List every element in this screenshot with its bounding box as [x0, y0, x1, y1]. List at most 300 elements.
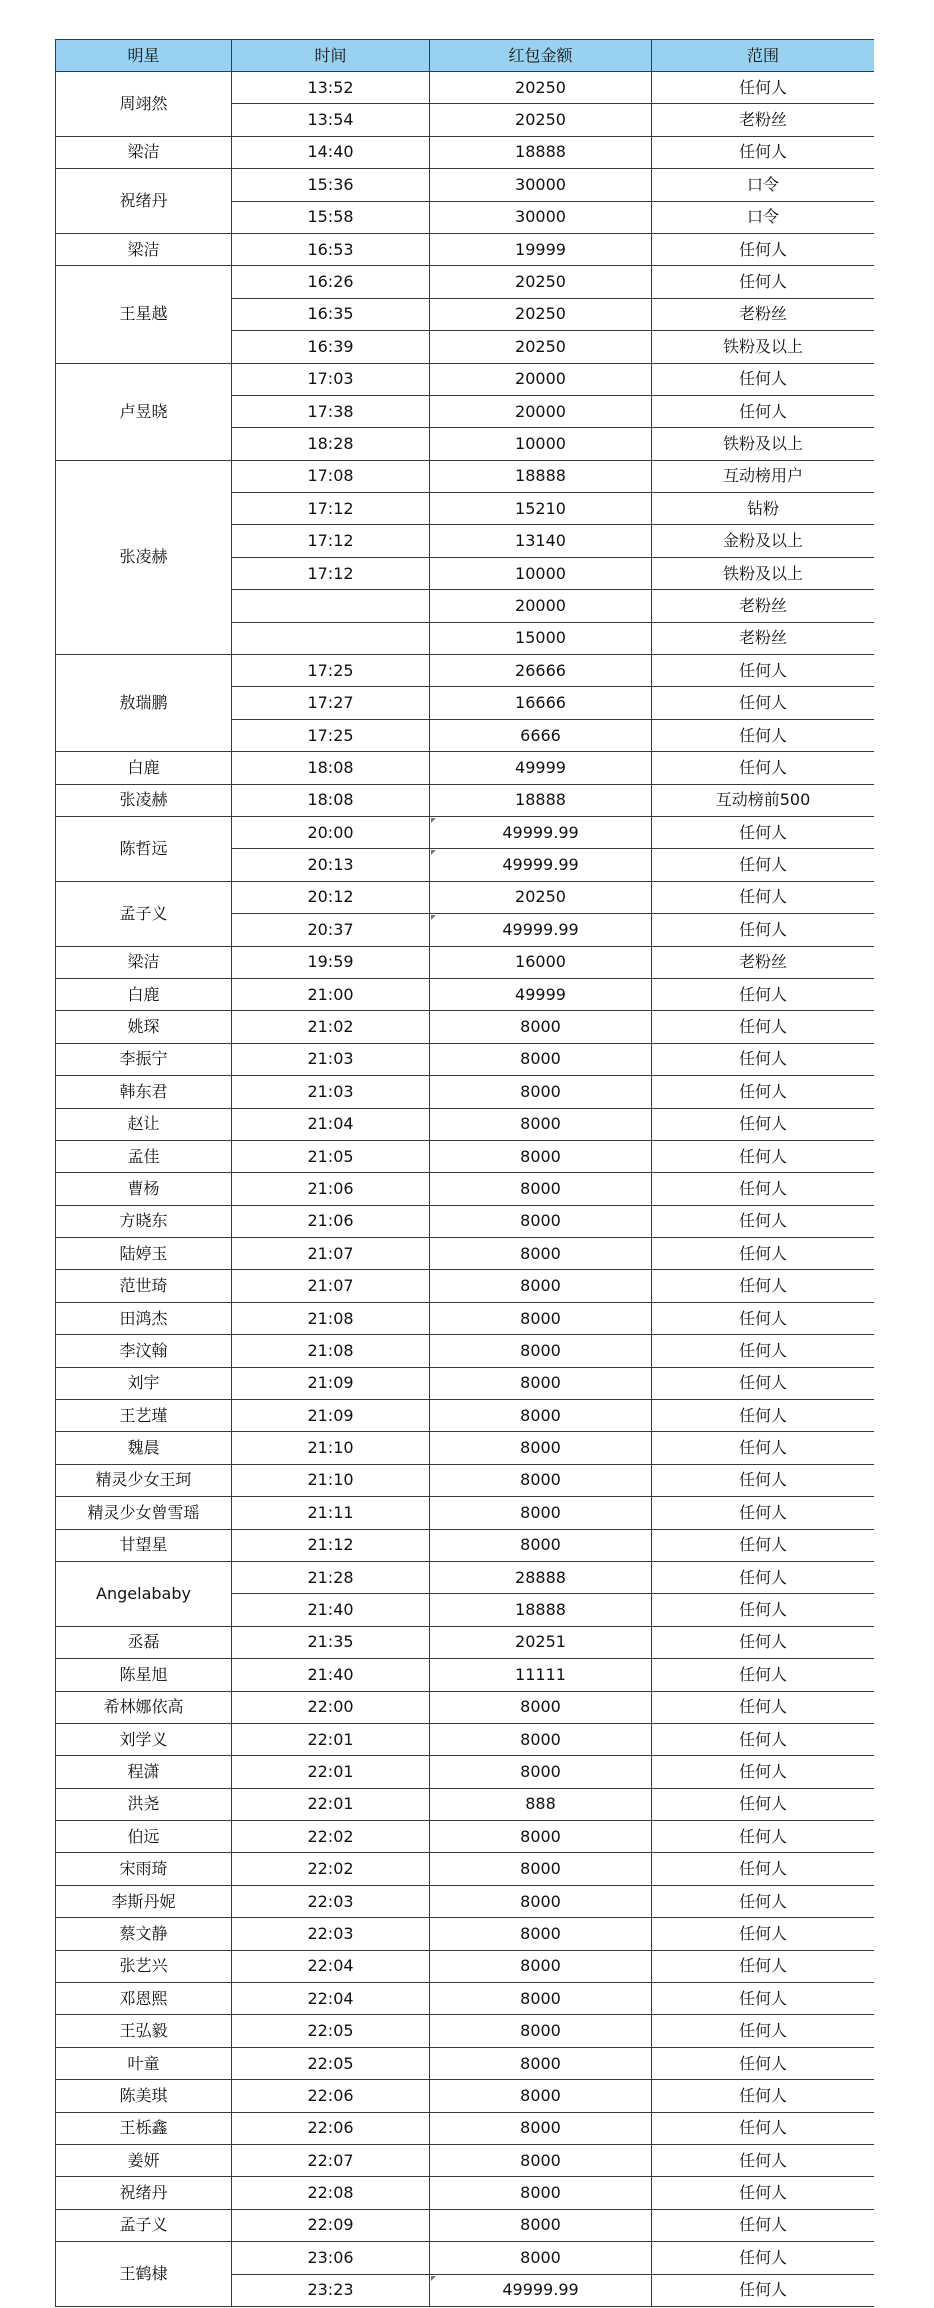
scope-cell[interactable]: 任何人	[652, 1108, 875, 1140]
time-cell[interactable]: 21:28	[232, 1561, 430, 1593]
time-cell[interactable]: 22:00	[232, 1691, 430, 1723]
time-cell[interactable]: 21:02	[232, 1011, 430, 1043]
star-cell[interactable]: 白鹿	[56, 752, 232, 784]
star-cell[interactable]: 孟子义	[56, 2209, 232, 2241]
scope-cell[interactable]: 任何人	[652, 1367, 875, 1399]
time-cell[interactable]: 14:40	[232, 136, 430, 168]
star-cell[interactable]: 敖瑞鹏	[56, 655, 232, 752]
time-cell[interactable]: 22:03	[232, 1885, 430, 1917]
star-cell[interactable]: 陈美琪	[56, 2080, 232, 2112]
amount-cell[interactable]: 20250	[430, 881, 652, 913]
star-cell[interactable]: 孟佳	[56, 1140, 232, 1172]
amount-cell[interactable]: 8000	[430, 1464, 652, 1496]
time-cell[interactable]: 22:06	[232, 2080, 430, 2112]
star-cell[interactable]: 赵让	[56, 1108, 232, 1140]
table-row	[56, 1885, 875, 1917]
time-cell[interactable]: 18:28	[232, 428, 430, 460]
scope-cell[interactable]: 任何人	[652, 1205, 875, 1237]
scope-cell[interactable]: 任何人	[652, 914, 875, 946]
scope-cell[interactable]: 任何人	[652, 72, 875, 104]
star-cell[interactable]: 曹杨	[56, 1173, 232, 1205]
table-row	[56, 1076, 875, 1108]
amount-cell[interactable]: 18888	[430, 136, 652, 168]
scope-cell[interactable]: 任何人	[652, 1302, 875, 1334]
time-cell[interactable]: 23:06	[232, 2242, 430, 2274]
amount-cell[interactable]: 49999.99	[430, 914, 652, 946]
scope-cell[interactable]: 任何人	[652, 1400, 875, 1432]
star-cell[interactable]: 邓恩熙	[56, 1983, 232, 2015]
scope-cell[interactable]: 任何人	[652, 1011, 875, 1043]
scope-cell[interactable]: 任何人	[652, 1464, 875, 1496]
amount-cell[interactable]: 8000	[430, 1529, 652, 1561]
amount-cell[interactable]: 8000	[430, 1173, 652, 1205]
table-row	[56, 1464, 875, 1496]
amount-cell[interactable]: 8000	[430, 1108, 652, 1140]
star-cell[interactable]: Angelababy	[56, 1561, 232, 1626]
time-cell[interactable]: 22:02	[232, 1821, 430, 1853]
time-cell[interactable]: 16:39	[232, 331, 430, 363]
amount-cell[interactable]: 8000	[430, 1691, 652, 1723]
scope-cell[interactable]: 任何人	[652, 1950, 875, 1982]
scope-cell[interactable]: 铁粉及以上	[652, 557, 875, 589]
scope-cell[interactable]: 任何人	[652, 1270, 875, 1302]
header-star[interactable]: 明星	[56, 40, 232, 72]
table-row	[56, 1788, 875, 1820]
time-cell[interactable]	[232, 622, 430, 654]
star-cell[interactable]: 陆婷玉	[56, 1238, 232, 1270]
amount-cell[interactable]: 20000	[430, 395, 652, 427]
scope-cell[interactable]: 任何人	[652, 978, 875, 1010]
star-cell[interactable]: 梁洁	[56, 946, 232, 978]
scope-cell[interactable]: 老粉丝	[652, 946, 875, 978]
scope-cell[interactable]: 任何人	[652, 1885, 875, 1917]
star-cell[interactable]: 洪尧	[56, 1788, 232, 1820]
amount-cell[interactable]: 18888	[430, 1594, 652, 1626]
star-cell[interactable]: 王鹤棣	[56, 2242, 232, 2307]
time-cell[interactable]: 17:38	[232, 395, 430, 427]
time-cell[interactable]: 21:40	[232, 1659, 430, 1691]
time-cell[interactable]: 20:12	[232, 881, 430, 913]
star-cell[interactable]: 伯远	[56, 1821, 232, 1853]
time-cell[interactable]: 22:09	[232, 2209, 430, 2241]
table-row	[56, 1140, 875, 1172]
amount-cell[interactable]: 49999.99	[430, 816, 652, 848]
amount-cell[interactable]: 20250	[430, 331, 652, 363]
star-cell[interactable]: 李汶翰	[56, 1335, 232, 1367]
star-cell[interactable]: 祝绪丹	[56, 169, 232, 234]
amount-cell[interactable]: 8000	[430, 1011, 652, 1043]
star-cell[interactable]: 姜妍	[56, 2145, 232, 2177]
star-cell[interactable]: 精灵少女王珂	[56, 1464, 232, 1496]
time-cell[interactable]: 22:01	[232, 1723, 430, 1755]
amount-cell[interactable]: 8000	[430, 1950, 652, 1982]
scope-cell[interactable]: 任何人	[652, 1140, 875, 1172]
amount-cell[interactable]: 8000	[430, 1335, 652, 1367]
amount-cell[interactable]: 20250	[430, 72, 652, 104]
time-cell[interactable]: 21:07	[232, 1270, 430, 1302]
scope-cell[interactable]: 任何人	[652, 1723, 875, 1755]
time-cell[interactable]: 18:08	[232, 752, 430, 784]
scope-cell[interactable]: 任何人	[652, 1076, 875, 1108]
time-cell[interactable]: 22:04	[232, 1983, 430, 2015]
star-cell[interactable]: 程潇	[56, 1756, 232, 1788]
time-cell[interactable]: 22:03	[232, 1918, 430, 1950]
table-row	[56, 1691, 875, 1723]
amount-cell[interactable]: 18888	[430, 460, 652, 492]
scope-cell[interactable]: 任何人	[652, 687, 875, 719]
table-row	[56, 2177, 875, 2209]
amount-cell[interactable]: 8000	[430, 1497, 652, 1529]
time-cell[interactable]: 21:40	[232, 1594, 430, 1626]
scope-cell[interactable]: 任何人	[652, 2242, 875, 2274]
star-cell[interactable]: 李振宁	[56, 1043, 232, 1075]
time-cell[interactable]: 22:05	[232, 2047, 430, 2079]
star-cell[interactable]: 王星越	[56, 266, 232, 363]
amount-cell[interactable]: 20251	[430, 1626, 652, 1658]
amount-cell[interactable]: 8000	[430, 2015, 652, 2047]
table-row	[56, 1626, 875, 1658]
scope-cell[interactable]: 任何人	[652, 1043, 875, 1075]
scope-cell[interactable]: 任何人	[652, 1335, 875, 1367]
time-cell[interactable]: 21:09	[232, 1367, 430, 1399]
time-cell[interactable]: 22:06	[232, 2112, 430, 2144]
table-row	[56, 1238, 875, 1270]
time-cell[interactable]: 20:37	[232, 914, 430, 946]
star-cell[interactable]: 姚琛	[56, 1011, 232, 1043]
amount-cell[interactable]: 8000	[430, 1821, 652, 1853]
amount-cell[interactable]: 8000	[430, 2145, 652, 2177]
scope-cell[interactable]: 任何人	[652, 1529, 875, 1561]
time-cell[interactable]: 21:03	[232, 1076, 430, 1108]
amount-cell[interactable]: 49999.99	[430, 2274, 652, 2306]
scope-cell[interactable]: 任何人	[652, 1918, 875, 1950]
amount-cell[interactable]: 8000	[430, 2242, 652, 2274]
amount-cell[interactable]: 8000	[430, 1367, 652, 1399]
scope-cell[interactable]: 任何人	[652, 266, 875, 298]
amount-cell[interactable]: 30000	[430, 169, 652, 201]
time-cell[interactable]: 16:26	[232, 266, 430, 298]
time-cell[interactable]: 21:06	[232, 1173, 430, 1205]
time-cell[interactable]: 21:08	[232, 1302, 430, 1334]
scope-cell[interactable]: 铁粉及以上	[652, 331, 875, 363]
amount-cell[interactable]: 19999	[430, 233, 652, 265]
time-cell[interactable]: 21:11	[232, 1497, 430, 1529]
scope-cell[interactable]: 任何人	[652, 2274, 875, 2306]
star-cell[interactable]: 白鹿	[56, 978, 232, 1010]
scope-cell[interactable]: 任何人	[652, 881, 875, 913]
table-row	[56, 881, 875, 913]
scope-cell[interactable]: 任何人	[652, 1853, 875, 1885]
time-cell[interactable]: 22:07	[232, 2145, 430, 2177]
star-cell[interactable]: 王栎鑫	[56, 2112, 232, 2144]
table-row	[56, 1043, 875, 1075]
amount-cell[interactable]: 49999.99	[430, 849, 652, 881]
amount-cell[interactable]: 8000	[430, 1885, 652, 1917]
time-cell[interactable]: 21:05	[232, 1140, 430, 1172]
scope-cell[interactable]: 任何人	[652, 1561, 875, 1593]
star-cell[interactable]: 蔡文静	[56, 1918, 232, 1950]
amount-cell[interactable]: 8000	[430, 1205, 652, 1237]
table-row	[56, 1756, 875, 1788]
scope-cell[interactable]: 任何人	[652, 849, 875, 881]
star-cell[interactable]: 丞磊	[56, 1626, 232, 1658]
scope-cell[interactable]: 任何人	[652, 1821, 875, 1853]
scope-cell[interactable]: 老粉丝	[652, 622, 875, 654]
amount-cell[interactable]: 20250	[430, 266, 652, 298]
amount-cell[interactable]: 20250	[430, 104, 652, 136]
table-row	[56, 266, 875, 298]
time-cell[interactable]: 17:12	[232, 557, 430, 589]
table-row	[56, 1723, 875, 1755]
table-row	[56, 978, 875, 1010]
time-cell[interactable]: 21:12	[232, 1529, 430, 1561]
time-cell[interactable]: 22:01	[232, 1788, 430, 1820]
amount-cell[interactable]: 16666	[430, 687, 652, 719]
amount-cell[interactable]: 8000	[430, 2209, 652, 2241]
time-cell[interactable]: 17:12	[232, 525, 430, 557]
scope-cell[interactable]: 任何人	[652, 1432, 875, 1464]
header-scope[interactable]: 范围	[652, 40, 875, 72]
scope-cell[interactable]: 金粉及以上	[652, 525, 875, 557]
star-cell[interactable]: 张凌赫	[56, 784, 232, 816]
star-cell[interactable]: 范世琦	[56, 1270, 232, 1302]
scope-cell[interactable]: 钻粉	[652, 493, 875, 525]
star-cell[interactable]: 叶童	[56, 2047, 232, 2079]
star-cell[interactable]: 王艺瑾	[56, 1400, 232, 1432]
table-row	[56, 233, 875, 265]
scope-cell[interactable]: 任何人	[652, 1983, 875, 2015]
scope-cell[interactable]: 任何人	[652, 1497, 875, 1529]
table-row	[56, 2145, 875, 2177]
time-cell[interactable]: 21:09	[232, 1400, 430, 1432]
scope-cell[interactable]: 任何人	[652, 2145, 875, 2177]
time-cell[interactable]: 22:08	[232, 2177, 430, 2209]
amount-cell[interactable]: 8000	[430, 2177, 652, 2209]
scope-cell[interactable]: 任何人	[652, 1788, 875, 1820]
amount-cell[interactable]: 8000	[430, 1918, 652, 1950]
scope-cell[interactable]: 任何人	[652, 1659, 875, 1691]
time-cell[interactable]: 17:08	[232, 460, 430, 492]
time-cell[interactable]: 17:03	[232, 363, 430, 395]
time-cell[interactable]: 21:07	[232, 1238, 430, 1270]
star-cell[interactable]: 韩东君	[56, 1076, 232, 1108]
table-row	[56, 363, 875, 395]
header-amount[interactable]: 红包金额	[430, 40, 652, 72]
amount-cell[interactable]: 10000	[430, 428, 652, 460]
time-cell[interactable]: 21:08	[232, 1335, 430, 1367]
star-cell[interactable]: 陈星旭	[56, 1659, 232, 1691]
scope-cell[interactable]: 任何人	[652, 1756, 875, 1788]
amount-cell[interactable]: 8000	[430, 1723, 652, 1755]
amount-cell[interactable]: 888	[430, 1788, 652, 1820]
amount-cell[interactable]: 8000	[430, 1756, 652, 1788]
star-cell[interactable]: 刘宇	[56, 1367, 232, 1399]
header-time[interactable]: 时间	[232, 40, 430, 72]
star-cell[interactable]: 王弘毅	[56, 2015, 232, 2047]
time-cell[interactable]	[232, 590, 430, 622]
table-row	[56, 1853, 875, 1885]
scope-cell[interactable]: 任何人	[652, 363, 875, 395]
table-row	[56, 1400, 875, 1432]
table-row	[56, 1432, 875, 1464]
time-cell[interactable]: 13:54	[232, 104, 430, 136]
amount-cell[interactable]: 8000	[430, 1140, 652, 1172]
star-cell[interactable]: 周翊然	[56, 72, 232, 137]
table-row	[56, 655, 875, 687]
amount-cell[interactable]: 8000	[430, 1853, 652, 1885]
time-cell[interactable]: 22:01	[232, 1756, 430, 1788]
time-cell[interactable]: 23:23	[232, 2274, 430, 2306]
scope-cell[interactable]: 任何人	[652, 136, 875, 168]
time-cell[interactable]: 20:00	[232, 816, 430, 848]
scope-cell[interactable]: 互动榜前500	[652, 784, 875, 816]
scope-cell[interactable]: 任何人	[652, 655, 875, 687]
time-cell[interactable]: 22:02	[232, 1853, 430, 1885]
star-cell[interactable]: 李斯丹妮	[56, 1885, 232, 1917]
star-cell[interactable]: 张艺兴	[56, 1950, 232, 1982]
time-cell[interactable]: 21:06	[232, 1205, 430, 1237]
amount-cell[interactable]: 8000	[430, 1043, 652, 1075]
time-cell[interactable]: 15:36	[232, 169, 430, 201]
amount-cell[interactable]: 20000	[430, 363, 652, 395]
star-cell[interactable]: 希林娜依高	[56, 1691, 232, 1723]
star-cell[interactable]: 梁洁	[56, 233, 232, 265]
time-cell[interactable]: 19:59	[232, 946, 430, 978]
table-row	[56, 1950, 875, 1982]
star-cell[interactable]: 田鸿杰	[56, 1302, 232, 1334]
star-cell[interactable]: 祝绪丹	[56, 2177, 232, 2209]
time-cell[interactable]: 21:35	[232, 1626, 430, 1658]
time-cell[interactable]: 15:58	[232, 201, 430, 233]
scope-cell[interactable]: 铁粉及以上	[652, 428, 875, 460]
scope-cell[interactable]: 任何人	[652, 2112, 875, 2144]
amount-cell[interactable]: 6666	[430, 719, 652, 751]
amount-cell[interactable]: 10000	[430, 557, 652, 589]
table-row	[56, 1270, 875, 1302]
amount-cell[interactable]: 8000	[430, 2112, 652, 2144]
scope-cell[interactable]: 任何人	[652, 233, 875, 265]
time-cell[interactable]: 22:04	[232, 1950, 430, 1982]
scope-cell[interactable]: 任何人	[652, 395, 875, 427]
table-row	[56, 1367, 875, 1399]
scope-cell[interactable]: 互动榜用户	[652, 460, 875, 492]
time-cell[interactable]: 21:10	[232, 1432, 430, 1464]
star-cell[interactable]: 宋雨琦	[56, 1853, 232, 1885]
amount-cell[interactable]: 26666	[430, 655, 652, 687]
amount-cell[interactable]: 8000	[430, 1238, 652, 1270]
amount-cell[interactable]: 8000	[430, 1302, 652, 1334]
time-cell[interactable]: 17:12	[232, 493, 430, 525]
amount-cell[interactable]: 18888	[430, 784, 652, 816]
amount-cell[interactable]: 15000	[430, 622, 652, 654]
star-cell[interactable]: 陈哲远	[56, 816, 232, 881]
star-cell[interactable]: 卢昱晓	[56, 363, 232, 460]
amount-cell[interactable]: 13140	[430, 525, 652, 557]
time-cell[interactable]: 21:00	[232, 978, 430, 1010]
amount-cell[interactable]: 15210	[430, 493, 652, 525]
time-cell[interactable]: 17:25	[232, 719, 430, 751]
time-cell[interactable]: 17:25	[232, 655, 430, 687]
star-cell[interactable]: 刘学义	[56, 1723, 232, 1755]
amount-cell[interactable]: 20250	[430, 298, 652, 330]
scope-cell[interactable]: 任何人	[652, 1594, 875, 1626]
star-cell[interactable]: 方晓东	[56, 1205, 232, 1237]
amount-cell[interactable]: 20000	[430, 590, 652, 622]
scope-cell[interactable]: 老粉丝	[652, 298, 875, 330]
scope-cell[interactable]: 口令	[652, 201, 875, 233]
scope-cell[interactable]: 老粉丝	[652, 104, 875, 136]
time-cell[interactable]: 17:27	[232, 687, 430, 719]
amount-cell[interactable]: 8000	[430, 1076, 652, 1108]
amount-cell[interactable]: 11111	[430, 1659, 652, 1691]
amount-cell[interactable]: 30000	[430, 201, 652, 233]
amount-cell[interactable]: 8000	[430, 1432, 652, 1464]
table-row	[56, 1108, 875, 1140]
scope-cell[interactable]: 任何人	[652, 1173, 875, 1205]
time-cell[interactable]: 21:04	[232, 1108, 430, 1140]
time-cell[interactable]: 13:52	[232, 72, 430, 104]
amount-cell[interactable]: 8000	[430, 2080, 652, 2112]
table-row	[56, 2242, 875, 2274]
amount-cell[interactable]: 16000	[430, 946, 652, 978]
scope-cell[interactable]: 任何人	[652, 1238, 875, 1270]
amount-cell[interactable]: 8000	[430, 1270, 652, 1302]
scope-cell[interactable]: 老粉丝	[652, 590, 875, 622]
star-cell[interactable]: 孟子义	[56, 881, 232, 946]
margin	[874, 39, 934, 2308]
star-cell[interactable]: 精灵少女曾雪瑶	[56, 1497, 232, 1529]
time-cell[interactable]: 16:35	[232, 298, 430, 330]
star-cell[interactable]: 梁洁	[56, 136, 232, 168]
amount-cell[interactable]: 8000	[430, 2047, 652, 2079]
table-row	[56, 136, 875, 168]
spreadsheet	[55, 39, 874, 2307]
amount-cell[interactable]: 49999	[430, 752, 652, 784]
scope-cell[interactable]: 任何人	[652, 2177, 875, 2209]
scope-cell[interactable]: 任何人	[652, 719, 875, 751]
amount-cell[interactable]: 8000	[430, 1400, 652, 1432]
amount-cell[interactable]: 49999	[430, 978, 652, 1010]
star-cell[interactable]: 甘望星	[56, 1529, 232, 1561]
table-row	[56, 2047, 875, 2079]
scope-cell[interactable]: 任何人	[652, 752, 875, 784]
time-cell[interactable]: 18:08	[232, 784, 430, 816]
table-row	[56, 946, 875, 978]
table-row	[56, 1205, 875, 1237]
table-row	[56, 1659, 875, 1691]
scope-cell[interactable]: 口令	[652, 169, 875, 201]
table-row	[56, 1011, 875, 1043]
scope-cell[interactable]: 任何人	[652, 2080, 875, 2112]
time-cell[interactable]: 21:03	[232, 1043, 430, 1075]
scope-cell[interactable]: 任何人	[652, 1626, 875, 1658]
time-cell[interactable]: 16:53	[232, 233, 430, 265]
scope-cell[interactable]: 任何人	[652, 816, 875, 848]
time-cell[interactable]: 21:10	[232, 1464, 430, 1496]
time-cell[interactable]: 22:05	[232, 2015, 430, 2047]
header-row	[56, 40, 875, 72]
scope-cell[interactable]: 任何人	[652, 2047, 875, 2079]
time-cell[interactable]: 20:13	[232, 849, 430, 881]
star-cell[interactable]: 魏晨	[56, 1432, 232, 1464]
table-row	[56, 72, 875, 104]
amount-cell[interactable]: 8000	[430, 1983, 652, 2015]
scope-cell[interactable]: 任何人	[652, 2015, 875, 2047]
scope-cell[interactable]: 任何人	[652, 1691, 875, 1723]
star-cell[interactable]: 张凌赫	[56, 460, 232, 654]
amount-cell[interactable]: 28888	[430, 1561, 652, 1593]
scope-cell[interactable]: 任何人	[652, 2209, 875, 2241]
